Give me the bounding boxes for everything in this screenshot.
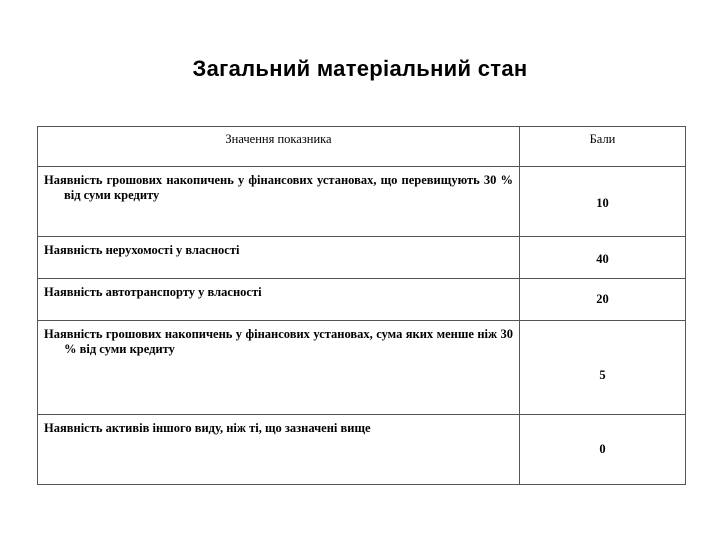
table-row	[38, 167, 686, 237]
score-value: 40	[596, 252, 609, 266]
page-title: Загальний матеріальний стан	[192, 56, 528, 81]
indicator-text: Наявність активів іншого виду, ніж ті, що зазначені вище	[44, 421, 371, 435]
table-header-row	[38, 127, 686, 167]
indicator-cell	[38, 321, 520, 415]
table-row	[38, 237, 686, 279]
score-cell	[520, 415, 686, 485]
score-value: 10	[596, 196, 609, 210]
indicator-cell	[38, 415, 520, 485]
header-value: Значення показника	[38, 127, 520, 167]
score-cell	[520, 321, 686, 415]
table-row	[38, 279, 686, 321]
score-cell	[520, 279, 686, 321]
score-value: 5	[599, 368, 606, 382]
score-value: 0	[599, 442, 606, 456]
indicator-cell	[38, 237, 520, 279]
scoring-table	[37, 126, 686, 485]
table-row	[38, 321, 686, 415]
indicator-text: Наявність автотранспорту у власності	[44, 285, 262, 299]
indicator-text: Наявність нерухомості у власності	[44, 243, 240, 257]
indicator-cell	[38, 167, 520, 237]
header-score: Бали	[520, 127, 686, 167]
score-value: 20	[596, 292, 609, 306]
score-cell	[520, 237, 686, 279]
indicator-text: Наявність грошових накопичень у фінансових установах, що перевищують 30 % від суми кредиту	[44, 173, 513, 202]
indicator-cell	[38, 279, 520, 321]
score-cell	[520, 167, 686, 237]
table-row	[38, 415, 686, 485]
indicator-text: Наявність грошових накопичень у фінансових установах, сума яких менше ніж 30 % від суми кредиту	[44, 327, 513, 356]
